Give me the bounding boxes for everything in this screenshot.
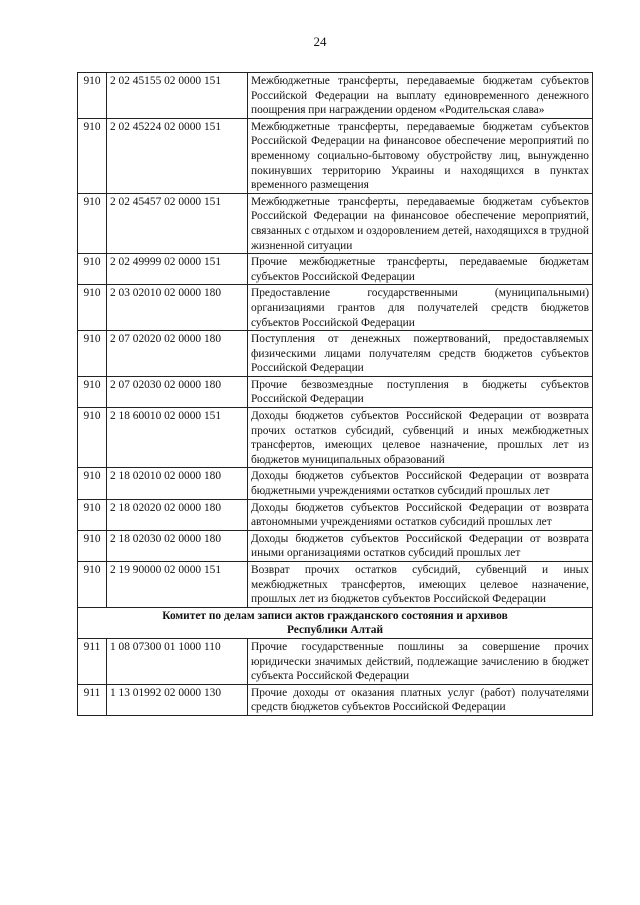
description-cell: Прочие государственные пошлины за совершение прочих юридически значимых действий, подлежащие зачислению в бюджет субъекта Российской Федерации <box>248 638 593 684</box>
description-cell: Межбюджетные трансферты, передаваемые бюджетам субъектов Российской Федерации на финансовое обеспечение мероприятий, связанных с отдыхом и оздоровлением детей, находящихся в трудной жизненной ситуации <box>248 193 593 253</box>
description-cell: Поступления от денежных пожертвований, предоставляемых физическими лицами получателям средств бюджетов субъектов Российской Федерации <box>248 331 593 377</box>
admin-code-cell: 911 <box>78 638 107 684</box>
description-cell: Предоставление государственными (муниципальными) организациями грантов для получателей средств бюджетов субъектов Российской Федерации <box>248 285 593 331</box>
budget-code-cell: 2 02 45224 02 0000 151 <box>107 118 248 193</box>
description-cell: Возврат прочих остатков субсидий, субвенций и иных межбюджетных трансфертов, имеющих целевое назначение, прошлых лет из бюджетов субъектов Российской Федерации <box>248 562 593 608</box>
table-row <box>78 376 593 407</box>
budget-code-cell: 2 18 60010 02 0000 151 <box>107 408 248 468</box>
table-row <box>78 638 593 684</box>
budget-code-cell: 2 18 02030 02 0000 180 <box>107 530 248 561</box>
section-title-line: Комитет по делам записи актов гражданского состояния и архивов <box>162 609 508 622</box>
table-row <box>78 331 593 377</box>
admin-code-cell: 910 <box>78 285 107 331</box>
table-row <box>78 254 593 285</box>
section-header-cell <box>78 607 593 638</box>
admin-code-cell: 910 <box>78 408 107 468</box>
budget-code-cell: 2 02 45457 02 0000 151 <box>107 193 248 253</box>
table-row <box>78 193 593 253</box>
description-cell: Прочие межбюджетные трансферты, передаваемые бюджетам субъектов Российской Федерации <box>248 254 593 285</box>
admin-code-cell: 910 <box>78 468 107 499</box>
budget-code-cell: 1 13 01992 02 0000 130 <box>107 684 248 715</box>
budget-code-cell: 2 02 49999 02 0000 151 <box>107 254 248 285</box>
description-cell: Доходы бюджетов субъектов Российской Федерации от возврата прочих остатков субсидий, субвенций и иных межбюджетных трансфертов, имеющих целевое назначение, прошлых лет из бюджетов муниципальных образований <box>248 408 593 468</box>
table-row <box>78 73 593 119</box>
table-row <box>78 562 593 608</box>
table-row <box>78 408 593 468</box>
table-row <box>78 468 593 499</box>
section-header-row <box>78 607 593 638</box>
table-row <box>78 499 593 530</box>
admin-code-cell: 910 <box>78 254 107 285</box>
table-row <box>78 684 593 715</box>
description-cell: Межбюджетные трансферты, передаваемые бюджетам субъектов Российской Федерации на выплату единовременного денежного поощрения при награждении орденом «Родительская слава» <box>248 73 593 119</box>
description-cell: Доходы бюджетов субъектов Российской Федерации от возврата автономными учреждениями остатков субсидий прошлых лет <box>248 499 593 530</box>
admin-code-cell: 910 <box>78 530 107 561</box>
section-title-line: Республики Алтай <box>286 624 384 637</box>
description-cell: Межбюджетные трансферты, передаваемые бюджетам субъектов Российской Федерации на финансовое обеспечение мероприятий по временному социально-бытовому обустройству лиц, вынужденно покинувших территорию Украины и находящихся в пунктах временного размещения <box>248 118 593 193</box>
table-row <box>78 285 593 331</box>
admin-code-cell: 910 <box>78 499 107 530</box>
admin-code-cell: 910 <box>78 73 107 119</box>
budget-code-cell: 2 19 90000 02 0000 151 <box>107 562 248 608</box>
table-row <box>78 530 593 561</box>
admin-code-cell: 910 <box>78 331 107 377</box>
admin-code-cell: 910 <box>78 376 107 407</box>
description-cell: Доходы бюджетов субъектов Российской Федерации от возврата иными организациями остатков субсидий прошлых лет <box>248 530 593 561</box>
budget-code-cell: 1 08 07300 01 1000 110 <box>107 638 248 684</box>
budget-code-cell: 2 02 45155 02 0000 151 <box>107 73 248 119</box>
description-cell: Доходы бюджетов субъектов Российской Федерации от возврата бюджетными учреждениями остатков субсидий прошлых лет <box>248 468 593 499</box>
budget-code-cell: 2 07 02030 02 0000 180 <box>107 376 248 407</box>
admin-code-cell: 910 <box>78 193 107 253</box>
budget-codes-table <box>77 72 593 716</box>
admin-code-cell: 910 <box>78 562 107 608</box>
budget-code-cell: 2 07 02020 02 0000 180 <box>107 331 248 377</box>
budget-code-cell: 2 18 02020 02 0000 180 <box>107 499 248 530</box>
description-cell: Прочие безвозмездные поступления в бюджеты субъектов Российской Федерации <box>248 376 593 407</box>
budget-code-cell: 2 18 02010 02 0000 180 <box>107 468 248 499</box>
admin-code-cell: 910 <box>78 118 107 193</box>
budget-code-cell: 2 03 02010 02 0000 180 <box>107 285 248 331</box>
page-number: 24 <box>313 34 327 49</box>
admin-code-cell: 911 <box>78 684 107 715</box>
description-cell: Прочие доходы от оказания платных услуг (работ) получателями средств бюджетов субъектов Российской Федерации <box>248 684 593 715</box>
table-row <box>78 118 593 193</box>
